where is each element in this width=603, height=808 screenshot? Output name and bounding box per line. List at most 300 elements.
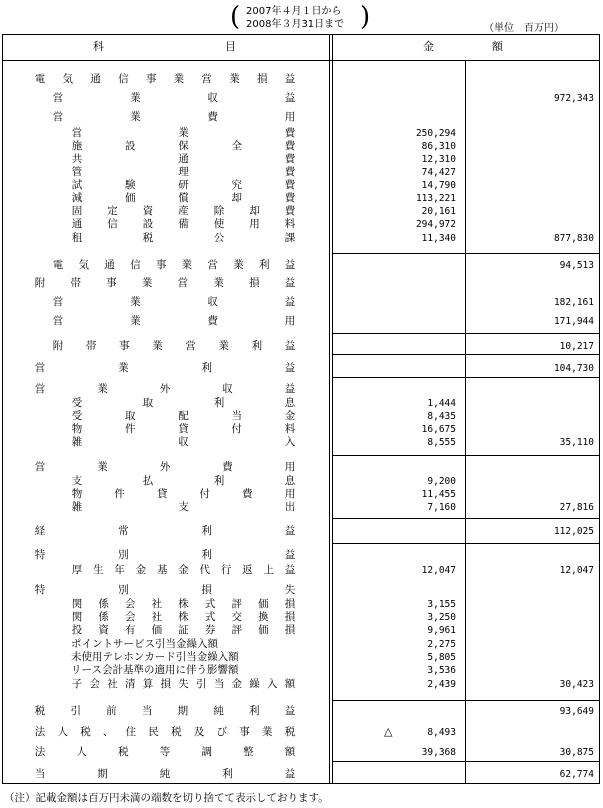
label-char: 社	[107, 678, 118, 690]
amount-detail: 86,310	[421, 141, 456, 152]
label-char: 税	[118, 746, 129, 758]
label-char: 費	[284, 205, 296, 217]
header-amount-right: 額	[492, 40, 503, 53]
row-label	[71, 488, 296, 501]
row-label	[34, 73, 296, 86]
amount-detail: 7,160	[427, 502, 456, 513]
label-char: 雑	[71, 436, 83, 448]
label-char: 会	[125, 598, 136, 610]
label-char: 係	[98, 611, 109, 623]
label-text: リース会計基準の適用に伴う影響額	[71, 664, 239, 676]
label-char: 貸	[156, 488, 168, 500]
label-char: 共	[71, 153, 83, 165]
row-label	[71, 423, 296, 436]
label-char: 当	[213, 678, 225, 690]
label-char: 気	[78, 259, 90, 271]
row-label	[34, 362, 296, 375]
section-separator	[332, 377, 600, 378]
label-char: 払	[142, 475, 154, 487]
label-char: 純	[159, 768, 171, 780]
label-char: 費	[242, 488, 253, 500]
label-char: 式	[204, 611, 216, 623]
label-char: 前	[106, 705, 117, 717]
label-char: 期	[97, 768, 108, 780]
label-char: 法	[34, 746, 46, 758]
label-char: 業	[213, 277, 224, 289]
row-label	[71, 179, 296, 192]
label-char: 益	[284, 277, 296, 289]
section-separator	[332, 700, 600, 701]
row-label	[52, 315, 296, 328]
row-label	[71, 436, 296, 449]
label-char: 物	[71, 488, 83, 500]
label-char: 住	[125, 726, 137, 738]
label-char: 価	[258, 598, 269, 610]
label-char: 件	[125, 423, 136, 435]
amount-total: 10,217	[559, 341, 594, 352]
row-label	[34, 705, 296, 718]
label-char: 代	[199, 564, 211, 576]
label-char: 用	[284, 315, 296, 327]
row-label	[34, 746, 296, 759]
label-char: 営	[185, 340, 196, 352]
label-char: 管	[71, 166, 83, 178]
label-char: 気	[62, 73, 74, 85]
section-separator	[332, 543, 600, 544]
amount-detail: 3,536	[427, 665, 456, 676]
label-char: 経	[34, 525, 46, 537]
label-char: 使	[213, 218, 225, 230]
label-char: 事	[239, 726, 250, 738]
label-char: 貸	[178, 423, 189, 435]
label-text: ポイントサービス引当金繰入額	[71, 638, 218, 650]
label-char: 受	[71, 397, 83, 409]
row-label	[71, 218, 296, 231]
row-label	[34, 525, 296, 538]
label-char: 整	[243, 746, 254, 758]
right-bracket: )	[360, 2, 371, 32]
label-char: 益	[284, 259, 296, 271]
row-label	[71, 501, 296, 514]
label-char: 却	[231, 192, 242, 204]
label-char: 付	[231, 423, 242, 435]
label-char: 支	[178, 501, 189, 513]
label-char: 返	[242, 564, 253, 576]
label-char: 施	[71, 140, 83, 152]
label-char: 株	[178, 611, 189, 623]
amount-detail: 5,805	[427, 652, 456, 663]
label-char: 外	[159, 383, 171, 395]
label-char: 物	[71, 423, 83, 435]
label-char: 費	[207, 315, 218, 327]
label-char: 業	[233, 259, 244, 271]
row-label	[71, 475, 296, 488]
label-char: 算	[142, 678, 154, 690]
label-char: 費	[284, 153, 296, 165]
row-label	[71, 564, 296, 577]
label-char: 究	[231, 179, 242, 191]
label-char: 営	[52, 92, 64, 104]
label-char: び	[216, 726, 228, 738]
label-char: 事	[106, 277, 117, 289]
label-char: 利	[201, 525, 212, 537]
label-char: 式	[204, 598, 216, 610]
label-char: 評	[231, 624, 242, 636]
amount-total: 30,423	[559, 679, 594, 690]
label-char: 利	[249, 705, 260, 717]
label-char: 金	[231, 678, 242, 690]
label-char: 厚	[71, 564, 83, 576]
label-char: 行	[220, 564, 232, 576]
label-char: 額	[284, 746, 296, 758]
label-char: 業	[97, 383, 108, 395]
amount-detail: 3,250	[427, 612, 456, 623]
label-char: 帯	[85, 340, 97, 352]
label-char: 純	[213, 705, 224, 717]
label-char: 民	[148, 726, 159, 738]
amount-total: 182,161	[553, 297, 594, 308]
label-char: 用	[249, 218, 260, 230]
label-char: 出	[284, 501, 296, 513]
label-char: 営	[71, 127, 83, 139]
label-char: 会	[89, 678, 100, 690]
label-char: 信	[107, 218, 118, 230]
label-char: 償	[178, 192, 189, 204]
amount-total: 93,649	[559, 706, 594, 717]
label-char: 費	[284, 140, 296, 152]
label-char: 費	[222, 461, 233, 473]
label-char: 費	[284, 179, 296, 191]
label-char: 業	[229, 73, 240, 85]
row-label	[71, 410, 296, 423]
amount-detail: 39,368	[421, 747, 456, 758]
left-bracket: (	[230, 2, 241, 32]
amount-total: 972,343	[553, 93, 594, 104]
label-char: 設	[142, 218, 154, 230]
amount-total: 171,944	[553, 316, 594, 327]
label-char: 設	[125, 140, 136, 152]
label-char: 支	[71, 475, 83, 487]
label-char: 損	[284, 624, 296, 636]
label-char: 損	[284, 598, 296, 610]
row-label	[71, 205, 296, 218]
label-char: 附	[34, 277, 46, 289]
section-separator	[332, 354, 600, 355]
amount-detail: 8,555	[427, 437, 456, 448]
label-char: 証	[178, 624, 189, 636]
row-label	[71, 232, 296, 245]
label-char: 益	[284, 705, 296, 717]
label-char: 除	[213, 205, 225, 217]
label-char: 益	[284, 362, 296, 374]
amount-detail: 8,493	[427, 727, 456, 738]
label-char: 用	[284, 111, 296, 123]
label-char: 収	[207, 296, 218, 308]
header-subject-right: 目	[225, 40, 236, 53]
label-char: 人	[76, 746, 87, 758]
label-char: 信	[130, 259, 141, 271]
label-char: 当	[34, 768, 46, 780]
label-char: 租	[71, 232, 83, 244]
label-char: 益	[284, 768, 296, 780]
label-char: 価	[151, 624, 163, 636]
label-char: 法	[34, 726, 46, 738]
label-char: 税	[80, 726, 91, 738]
label-char: 利	[258, 259, 270, 271]
unit-note: （単位 百万円）	[484, 23, 564, 34]
row-label	[52, 92, 296, 105]
label-char: 件	[114, 488, 125, 500]
label-char: 利	[213, 475, 225, 487]
label-char: 減	[71, 192, 83, 204]
label-char: 損	[201, 584, 212, 596]
amount-detail: 3,155	[427, 599, 456, 610]
label-char: 上	[263, 564, 274, 576]
label-char: 産	[178, 205, 189, 217]
label-char: 研	[178, 179, 189, 191]
label-char: 営	[177, 277, 189, 289]
label-char: 営	[207, 259, 218, 271]
label-char: 営	[34, 461, 46, 473]
row-label	[71, 140, 296, 153]
label-char: 券	[204, 624, 216, 636]
label-char: 課	[284, 232, 296, 244]
row-label	[52, 296, 296, 309]
label-char: 業	[178, 127, 189, 139]
label-char: 益	[284, 564, 296, 576]
label-char: 金	[135, 564, 147, 576]
label-char: 付	[199, 488, 211, 500]
row-label	[52, 259, 296, 272]
label-char: 入	[267, 678, 278, 690]
section-separator	[332, 333, 600, 334]
label-char: 営	[34, 383, 46, 395]
amount-detail: 9,200	[427, 476, 456, 487]
label-char: 用	[284, 461, 296, 473]
label-char: 投	[71, 624, 83, 636]
label-char: 営	[52, 111, 64, 123]
label-char: 益	[284, 92, 296, 104]
label-char: 別	[118, 584, 129, 596]
label-char: 業	[218, 340, 229, 352]
period-to: 2008年３月31日まで	[246, 19, 345, 30]
label-char: 損	[284, 611, 296, 623]
section-separator	[332, 761, 600, 762]
amount-total: 877,830	[553, 233, 594, 244]
period-from: 2007年４月１日から	[246, 6, 342, 17]
label-char: 外	[159, 461, 171, 473]
label-char: 受	[71, 410, 83, 422]
amount-detail: 14,790	[421, 180, 456, 191]
label-char: 等	[159, 746, 171, 758]
label-char: 社	[151, 611, 163, 623]
label-char: 定	[107, 205, 118, 217]
section-separator	[332, 518, 600, 519]
label-char: 公	[213, 232, 225, 244]
label-char: 固	[71, 205, 83, 217]
label-char: 税	[284, 726, 296, 738]
row-label	[34, 584, 296, 597]
label-char: 事	[145, 73, 157, 85]
label-char: 用	[284, 488, 296, 500]
row-label	[71, 153, 296, 166]
column-divider-1b	[332, 34, 333, 784]
label-char: 利	[201, 549, 212, 561]
label-char: 利	[222, 768, 233, 780]
label-char: 営	[201, 73, 212, 85]
label-char: 通	[178, 153, 189, 165]
label-char: 業	[152, 340, 163, 352]
amount-detail: 12,047	[421, 565, 456, 576]
label-char: 取	[125, 410, 136, 422]
amount-detail: 16,675	[421, 424, 456, 435]
row-label	[34, 383, 296, 396]
label-text: 未使用テレホンカード引当金繰入額	[71, 651, 239, 663]
label-char: 通	[71, 218, 83, 230]
label-char: 費	[284, 192, 296, 204]
label-char: 事	[155, 259, 167, 271]
label-char: 備	[178, 218, 189, 230]
label-char: 金	[178, 564, 189, 576]
amount-total: 94,513	[559, 260, 594, 271]
column-divider-2	[465, 60, 466, 784]
label-char: 人	[57, 726, 68, 738]
label-char: 費	[284, 166, 296, 178]
label-char: 常	[118, 525, 129, 537]
label-char: 営	[52, 315, 64, 327]
label-char: 益	[284, 73, 296, 85]
label-char: 益	[284, 296, 296, 308]
label-char: 利	[201, 362, 212, 374]
label-char: 価	[125, 192, 136, 204]
row-label	[34, 726, 296, 739]
amount-detail: 11,340	[421, 233, 456, 244]
label-char: 期	[177, 705, 189, 717]
row-label	[34, 768, 296, 781]
label-char: 息	[284, 397, 296, 409]
label-char: 業	[130, 296, 141, 308]
label-char: 収	[178, 436, 189, 448]
row-label	[71, 638, 296, 651]
section-separator	[332, 253, 600, 254]
label-char: 電	[34, 73, 46, 85]
label-char: 験	[125, 179, 136, 191]
label-char: 益	[284, 525, 296, 537]
label-char: 利	[251, 340, 263, 352]
label-char: 利	[213, 397, 225, 409]
label-char: 業	[118, 362, 129, 374]
label-char: 金	[284, 410, 296, 422]
label-char: 失	[284, 584, 296, 596]
label-char: 帯	[70, 277, 81, 289]
label-char: 繰	[249, 678, 260, 690]
label-char: 益	[284, 549, 296, 561]
label-char: 収	[222, 383, 233, 395]
label-char: 社	[151, 598, 163, 610]
label-char: 理	[178, 166, 189, 178]
label-char: 業	[173, 73, 185, 85]
label-char: 益	[284, 383, 296, 395]
label-char: 通	[104, 259, 115, 271]
label-char: 引	[196, 678, 207, 690]
label-char: 当	[141, 705, 153, 717]
label-char: 当	[231, 410, 242, 422]
amount-total: 62,774	[559, 769, 594, 780]
label-char: 事	[119, 340, 130, 352]
label-char: 試	[71, 179, 83, 191]
amount-detail: 294,972	[415, 219, 456, 230]
label-char: 引	[70, 705, 81, 717]
label-char: 料	[284, 423, 296, 435]
label-char: 業	[130, 315, 141, 327]
label-char: 及	[193, 726, 205, 738]
label-char: 別	[118, 549, 129, 561]
row-label	[52, 111, 296, 124]
label-char: 附	[52, 340, 64, 352]
row-label	[71, 611, 296, 624]
label-char: 業	[130, 111, 141, 123]
label-char: 料	[284, 218, 296, 230]
label-char: 営	[34, 362, 46, 374]
label-char: 係	[98, 598, 109, 610]
label-char: 全	[231, 140, 242, 152]
label-char: 収	[207, 92, 218, 104]
label-char: 交	[231, 611, 242, 623]
label-char: 損	[160, 678, 171, 690]
row-label	[71, 166, 296, 179]
period-range	[230, 2, 370, 32]
label-char: 通	[90, 73, 101, 85]
label-char: 会	[125, 611, 136, 623]
label-char: 信	[118, 73, 129, 85]
label-char: 損	[256, 73, 268, 85]
label-char: 業	[97, 461, 108, 473]
amount-detail: 20,161	[421, 206, 456, 217]
label-char: 調	[201, 746, 212, 758]
label-char: 資	[98, 624, 109, 636]
amount-detail: 8,435	[427, 411, 456, 422]
label-char: 子	[71, 678, 83, 690]
label-char: 、	[102, 726, 114, 738]
footnote: （注）記載金額は百万円未満の端数を切り捨てて表示しております。	[4, 792, 329, 804]
label-char: 税	[142, 232, 154, 244]
row-label	[71, 678, 296, 691]
row-label	[34, 277, 296, 290]
amount-total: 30,875	[559, 747, 594, 758]
label-char: 株	[178, 598, 189, 610]
amount-detail: 2,275	[427, 639, 456, 650]
amount-detail: 1,444	[427, 398, 456, 409]
label-char: 税	[34, 705, 46, 717]
column-divider-1	[329, 34, 330, 784]
label-char: 益	[284, 340, 296, 352]
amount-detail: 113,221	[415, 193, 456, 204]
row-label	[52, 340, 296, 353]
header-amount-left: 金	[423, 40, 434, 53]
amount-detail: 11,455	[421, 489, 456, 500]
amount-total: 112,025	[553, 526, 594, 537]
row-label	[71, 624, 296, 637]
label-char: 取	[142, 397, 154, 409]
label-char: 税	[171, 726, 182, 738]
amount-total: 104,730	[553, 363, 594, 374]
amount-detail: 9,961	[427, 625, 456, 636]
header-divider	[2, 60, 600, 61]
label-char: 息	[284, 475, 296, 487]
label-char: 損	[249, 277, 260, 289]
label-char: 失	[178, 678, 189, 690]
amount-total: 12,047	[559, 565, 594, 576]
